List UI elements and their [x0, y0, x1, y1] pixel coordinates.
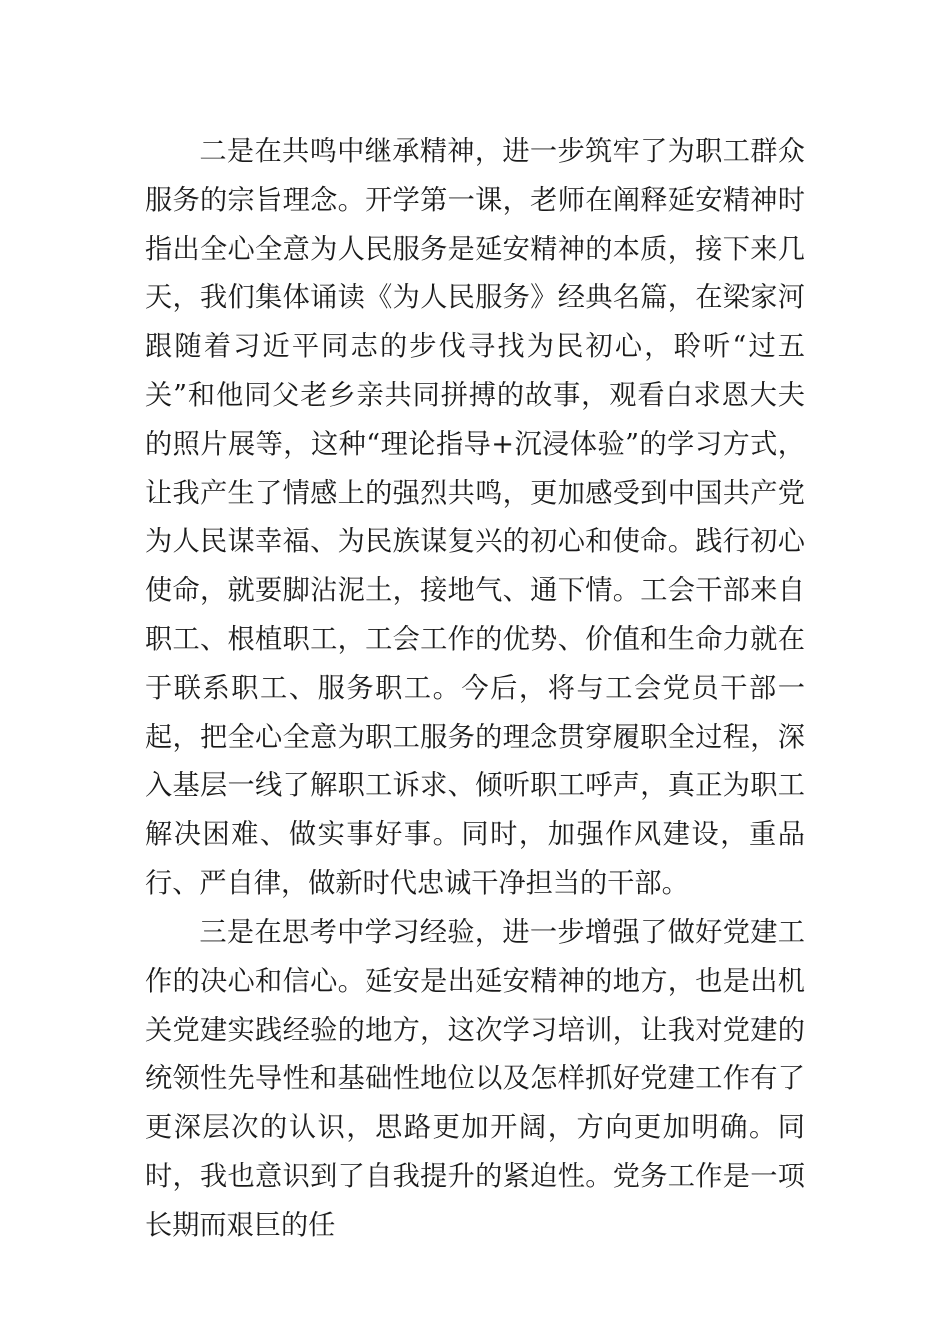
paragraph-learning-experience [145, 909, 805, 1251]
paragraph-inheriting-spirit [145, 128, 805, 909]
paragraph-text: 三是在思考中学习经验，进一步增强了做好党建工作的决心和信心。延安是出延安精神的地方，也是出机关党建实践经验的地方，这次学习培训，让我对党建的统领性先导性和基础性地位以及怎样抓好党建工作有了更深层次的认识，思路更加开阔，方向更加明确。同时，我也意识到了自我提升的紧迫性。党务工作是一项长期而艰巨的任 [145, 917, 805, 1241]
paragraph-text: 二是在共鸣中继承精神，进一步筑牢了为职工群众服务的宗旨理念。开学第一课，老师在阐释延安精神时指出全心全意为人民服务是延安精神的本质，接下来几天，我们集体诵读《为人民服务》经典名篇，在梁家河跟随着习近平同志的步伐寻找为民初心，聆听“过五关”和他同父老乡亲共同拼搏的故事，观看白求恩大夫的照片展等，这种“理论指导+沉浸体验”的学习方式，让我产生了情感上的强烈共鸣，更加感受到中国共产党为人民谋幸福、为民族谋复兴的初心和使命。践行初心使命，就要脚沾泥土，接地气、通下情。工会干部来自职工、根植职工，工会工作的优势、价值和生命力就在于联系职工、服务职工。今后，将与工会党员干部一起，把全心全意为职工服务的理念贯穿履职全过程，深入基层一线了解职工诉求、倾听职工呼声，真正为职工解决困难、做实事好事。同时，加强作风建设，重品行、严自律，做新时代忠诚干净担当的干部。 [145, 136, 805, 899]
